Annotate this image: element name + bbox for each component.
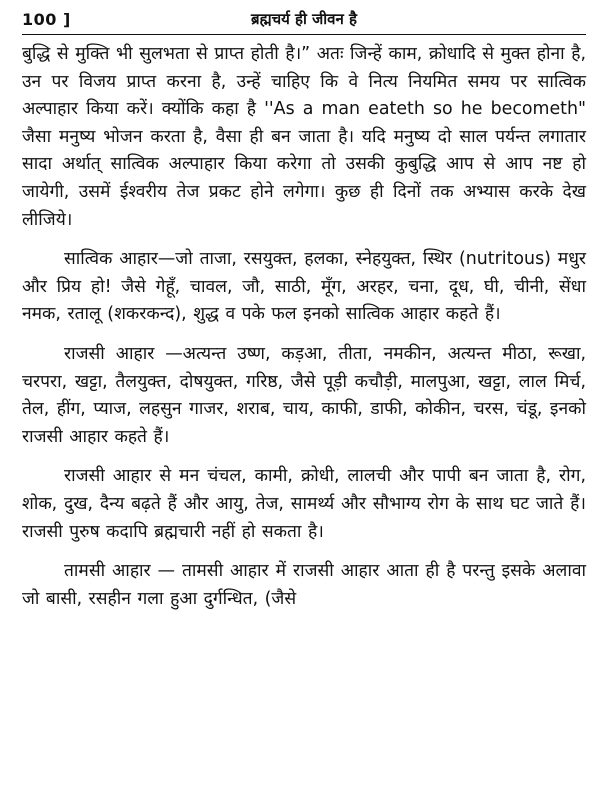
page-number: 100 ] (22, 10, 71, 29)
paragraph-rajasic-diet: राजसी आहार —अत्यन्त उष्ण, कड़आ, तीता, नमकीन, अत्यन्त मीठा, रूखा, चरपरा, खट्टा, तैलयुक्त, दोषयुक्त, गरिष्ठ, जैसे पूड़ी कचौड़ी, मालपुआ, खट्टा, लाल मिर्च, तेल, हींग, प्याज, लहसुन गाजर, शराब, चाय, काफी, डाफी, कोकीन, चरस, चंडू, इनको राजसी आहार कहते हैं। (22, 343, 586, 447)
paragraph-rajasic-effects: राजसी आहार से मन चंचल, कामी, क्रोधी, लालची और पापी बन जाता है, रोग, शोक, दुख, दैन्य बढ़ते हैं और आयु, तेज, सामर्थ्य और सौभाग्य रोग के साथ घट जाते हैं। राजसी पुरुष कदापि ब्रह्मचारी नहीं हो सकता है। (22, 466, 586, 542)
paragraph-intro: बुद्धि से मुक्ति भी सुलभता से प्राप्त होती है।” अतः जिन्हें काम, क्रोधादि से मुक्त होना है, उन पर विजय प्राप्त करना है, उन्हें चाहिए कि वे नित्य नियमित समय पर सात्विक अल्पाहार किया करें। क्योंकि कहा है ''As a man eateth so he becometh" जैसा मनुष्य भोजन करता है, वैसा ही बन जाता है। यदि मनुष्य दो साल पर्यन्त लगातार सादा अर्थात् सात्विक अल्पाहार किया करेगा तो उसकी कुबुद्धि आप से आप नष्ट हो जायेगी, उसमें ईश्वरीय तेज प्रकट होने लगेगा। कुछ ही दिनों तक अभ्यास करके देख लीजिये। (22, 44, 586, 230)
paragraph-sattvic-diet: सात्विक आहार—जो ताजा, रसयुक्त, हलका, स्नेहयुक्त, स्थिर (nutritous) मधुर और प्रिय हो! जैसे गेहूँ, चावल, जौ, साठी, मूँग, अरहर, चना, दूध, घी, चीनी, सेंधा नमक, रतालू (शकरकन्द), शुद्ध व पके फल इनको सात्विक आहार कहते हैं। (22, 249, 586, 325)
paragraph-tamasic-diet: तामसी आहार — तामसी आहार में राजसी आहार आता ही है परन्तु इसके अलावा जो बासी, रसहीन गला हुआ दुर्गन्धित, (जैसे (22, 561, 586, 609)
running-title: ब्रह्मचर्य ही जीवन है (251, 10, 357, 28)
page-header (22, 8, 586, 35)
